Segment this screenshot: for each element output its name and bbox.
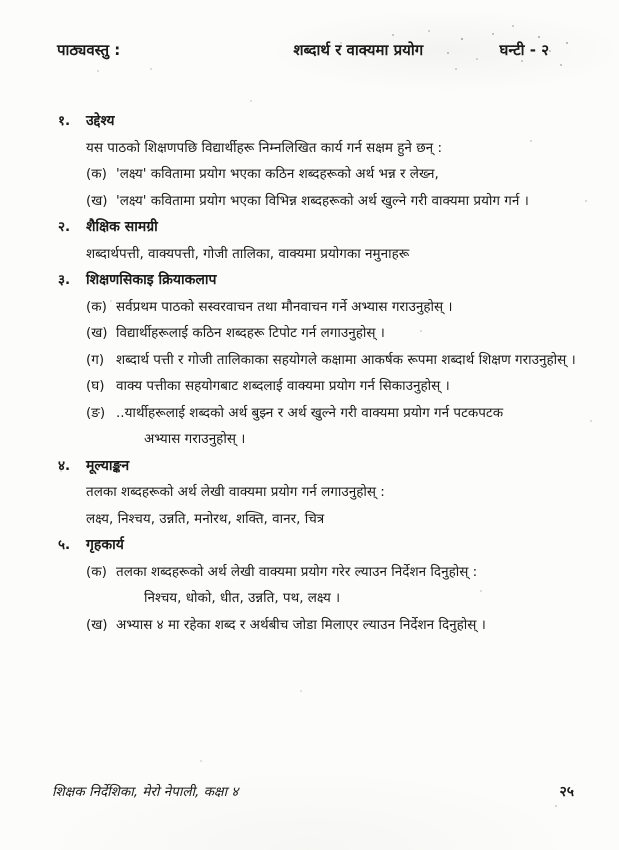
body-text: शब्दार्थपत्ती, वाक्यपत्ती, गोजी तालिका, वाक्यमा प्रयोगका नमुनाहरू [86, 245, 410, 262]
item-text: सर्वप्रथम पाठको सस्वरवाचन तथा मौनवाचन गर्ने अभ्यास गराउनुहोस् । [116, 298, 453, 315]
scan-noise [0, 0, 2, 2]
list-item-row [58, 565, 603, 580]
section-title: गृहकार्य [86, 537, 124, 553]
item-label: (घ) [86, 378, 105, 394]
item-text: 'लक्ष्य' कवितामा प्रयोग भएका कठिन शब्दहरूको अर्थ भन्न र लेख्न, [116, 166, 439, 182]
body-row [58, 247, 603, 262]
list-item-row [58, 300, 603, 315]
list-item-row [58, 618, 603, 633]
section [58, 538, 603, 633]
continuation-text: अभ्यास गराउनुहोस् । [144, 431, 246, 447]
footer-book-title: शिक्षक निर्देशिका, मेरो नेपाली, कक्षा ४ [52, 784, 239, 800]
section [58, 273, 603, 447]
section-title-row [58, 220, 603, 235]
body-row [58, 141, 603, 156]
section-number: ५. [58, 537, 71, 553]
section [58, 459, 603, 527]
section-number: ३. [58, 272, 71, 288]
continuation-text: निश्चय, धोको, धीत, उन्नति, पथ, लक्ष्य । [144, 590, 341, 606]
header-topic-label: पाठ्यवस्तु : [57, 41, 121, 59]
list-item-row [58, 379, 603, 394]
item-label: (ख) [86, 616, 108, 633]
list-item-row [58, 353, 603, 368]
section-title: मूल्याङ्कन [86, 457, 130, 474]
item-text: शब्दार्थ पत्ती र गोजी तालिकाका सहयोगले कक्षामा आकर्षक रूपमा शब्दार्थ शिक्षण गराउनुहोस् । [116, 351, 576, 368]
item-label: (ख) [86, 192, 108, 209]
list-item-row [58, 326, 603, 341]
continuation-row [58, 432, 603, 447]
item-label: (क) [86, 166, 107, 182]
item-text: विद्यार्थीहरूलाई कठिन शब्दहरू टिपोट गर्न लगाउनुहोस् । [116, 325, 385, 341]
list-item-row [58, 406, 603, 421]
item-label: (क) [86, 563, 107, 580]
section-number: ४. [58, 457, 71, 474]
item-label: (ग) [86, 351, 105, 368]
section-title-row [58, 114, 603, 129]
list-item-row [58, 194, 603, 209]
item-text: अभ्यास ४ मा रहेका शब्द र अर्थबीच जोडा मिलाएर ल्याउन निर्देशन दिनुहोस् । [116, 616, 486, 633]
page-header [57, 40, 549, 60]
section-title: शैक्षिक सामग्री [86, 219, 158, 235]
item-label: (ख) [86, 325, 108, 341]
body-row [58, 485, 603, 500]
section-title-row [58, 273, 603, 288]
section [58, 114, 603, 209]
item-label: (ङ) [86, 404, 106, 421]
item-text: 'लक्ष्य' कवितामा प्रयोग भएका विभिन्न शब्दहरूको अर्थ खुल्ने गरी वाक्यमा प्रयोग गर्न । [116, 192, 529, 209]
section-title-row [58, 459, 603, 474]
section-title: शिक्षणसिकाइ क्रियाकलाप [86, 272, 217, 288]
item-label: (क) [86, 298, 107, 315]
list-item-row [58, 167, 603, 182]
page-footer [52, 782, 574, 801]
item-text: तलका शब्दहरूको अर्थ लेखी वाक्यमा प्रयोग गरेर ल्याउन निर्देशन दिनुहोस् : [116, 563, 478, 580]
page-number: २५ [559, 784, 574, 800]
section [58, 220, 603, 262]
section-title: उद्देश्य [86, 113, 115, 129]
body-text: तलका शब्दहरूको अर्थ लेखी वाक्यमा प्रयोग गर्न लगाउनुहोस् : [86, 484, 385, 500]
section-title-row [58, 538, 603, 553]
item-text: वाक्य पत्तीका सहयोगबाट शब्दलाई वाक्यमा प्रयोग गर्न सिकाउनुहोस् । [116, 378, 450, 394]
body-text: लक्ष्य, निश्चय, उन्नति, मनोरथ, शक्ति, वानर, चित्र [86, 510, 325, 527]
body-text: यस पाठको शिक्षणपछि विद्यार्थीहरू निम्नलिखित कार्य गर्न सक्षम हुने छन् : [86, 139, 443, 156]
continuation-row [58, 591, 603, 606]
section-number: १. [58, 113, 71, 129]
item-text: ..यार्थीहरूलाई शब्दको अर्थ बुझ्न र अर्थ खुल्ने गरी वाक्यमा प्रयोग गर्न पटकपटक [116, 404, 504, 421]
header-period-label: घन्टी - २ [499, 41, 549, 59]
section-number: २. [58, 219, 71, 235]
header-lesson-title: शब्दार्थ र वाक्यमा प्रयोग [293, 41, 424, 59]
body-row [58, 512, 603, 527]
sections-container [58, 114, 603, 644]
